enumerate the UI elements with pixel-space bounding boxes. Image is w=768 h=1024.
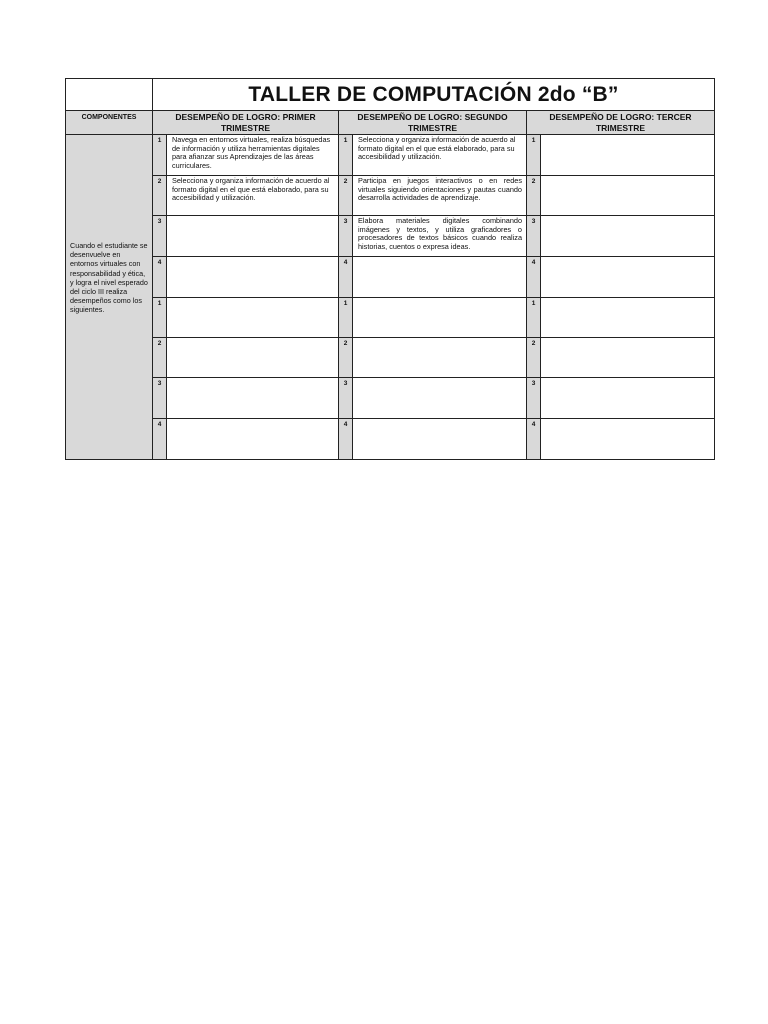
desempeno-cell <box>541 257 714 297</box>
desempeno-cell: Elabora materiales digitales combinando imágenes y textos, y utiliza graficadores o procesadores de textos básicos cuando realiza historias, cuentos o expresa ideas. <box>353 216 527 256</box>
header-tercer-trimestre: DESEMPEÑO DE LOGRO: TERCER TRIMESTRE <box>549 112 692 133</box>
row-number: 3 <box>339 216 353 256</box>
desempeno-cell <box>167 216 339 256</box>
desempeno-cell: Participa en juegos interactivos o en redes virtuales siguiendo orientaciones y pautas cuando desarrolla actividades de aprendizaje. <box>353 176 527 215</box>
row-number: 3 <box>527 216 541 256</box>
document-title: TALLER DE COMPUTACIÓN 2do “B” <box>248 83 619 106</box>
row-number: 2 <box>339 176 353 215</box>
desempeno-cell <box>167 257 339 297</box>
table-row <box>153 176 714 216</box>
row-number: 3 <box>339 378 353 418</box>
row-number: 3 <box>153 378 167 418</box>
row-number: 1 <box>339 135 353 175</box>
row-number: 1 <box>527 298 541 337</box>
row-number: 1 <box>339 298 353 337</box>
header-primer-trimestre: DESEMPEÑO DE LOGRO: PRIMER TRIMESTRE <box>153 111 339 134</box>
row-number: 1 <box>527 135 541 175</box>
table-row <box>153 378 714 419</box>
row-number: 4 <box>527 257 541 297</box>
desempeno-cell <box>541 135 714 175</box>
desempeno-cell <box>167 419 339 459</box>
table-row <box>153 338 714 378</box>
desempeno-cell <box>167 338 339 377</box>
title-blank-cell <box>66 79 153 110</box>
desempeno-cell <box>167 298 339 337</box>
desempeno-cell <box>353 338 527 377</box>
desempeno-cell <box>353 257 527 297</box>
row-number: 3 <box>153 216 167 256</box>
desempeno-cell <box>167 378 339 418</box>
row-number: 3 <box>527 378 541 418</box>
row-number: 4 <box>527 419 541 459</box>
componente-text: Cuando el estudiante se desenvuelve en entornos virtuales con responsabilidad y ética, y logra el nivel esperado del ciclo III realiza desempeños como los siguientes. <box>70 241 148 315</box>
desempeno-cell <box>541 338 714 377</box>
row-number: 4 <box>339 257 353 297</box>
title-row <box>66 79 714 110</box>
header-segundo-trimestre: DESEMPEÑO DE LOGRO: SEGUNDO TRIMESTRE <box>339 111 527 134</box>
desempeno-cell <box>541 419 714 459</box>
row-number: 2 <box>339 338 353 377</box>
desempeno-cell: Selecciona y organiza información de acuerdo al formato digital en el que está elaborado, para su accesibilidad y utilización. <box>353 135 527 175</box>
row-number: 4 <box>339 419 353 459</box>
desempeno-cell: Selecciona y organiza información de acuerdo al formato digital en el que está elaborado, para su accesibilidad y utilización. <box>167 176 339 215</box>
table-row <box>153 298 714 338</box>
row-number: 4 <box>153 257 167 297</box>
row-number: 2 <box>527 176 541 215</box>
row-number: 2 <box>153 176 167 215</box>
desempeno-cell <box>541 176 714 215</box>
desempeno-cell <box>541 216 714 256</box>
componente-cell <box>66 135 153 459</box>
rubric-table <box>65 78 715 460</box>
desempeno-cell <box>353 378 527 418</box>
header-componentes: COMPONENTES <box>66 111 153 134</box>
row-number: 2 <box>527 338 541 377</box>
desempeno-cell <box>353 298 527 337</box>
row-number: 4 <box>153 419 167 459</box>
table-row <box>153 216 714 257</box>
desempeno-cell <box>541 378 714 418</box>
row-number: 1 <box>153 135 167 175</box>
header-row <box>66 110 714 135</box>
desempeno-cell <box>353 419 527 459</box>
desempeno-cell <box>541 298 714 337</box>
table-row <box>153 135 714 176</box>
table-body <box>66 135 714 459</box>
row-number: 1 <box>153 298 167 337</box>
row-number: 2 <box>153 338 167 377</box>
desempeno-cell: Navega en entornos virtuales, realiza búsquedas de información y utiliza herramientas digitales para afianzar sus Aprendizajes de las áreas curriculares. <box>167 135 339 175</box>
table-row <box>153 419 714 459</box>
table-row <box>153 257 714 298</box>
